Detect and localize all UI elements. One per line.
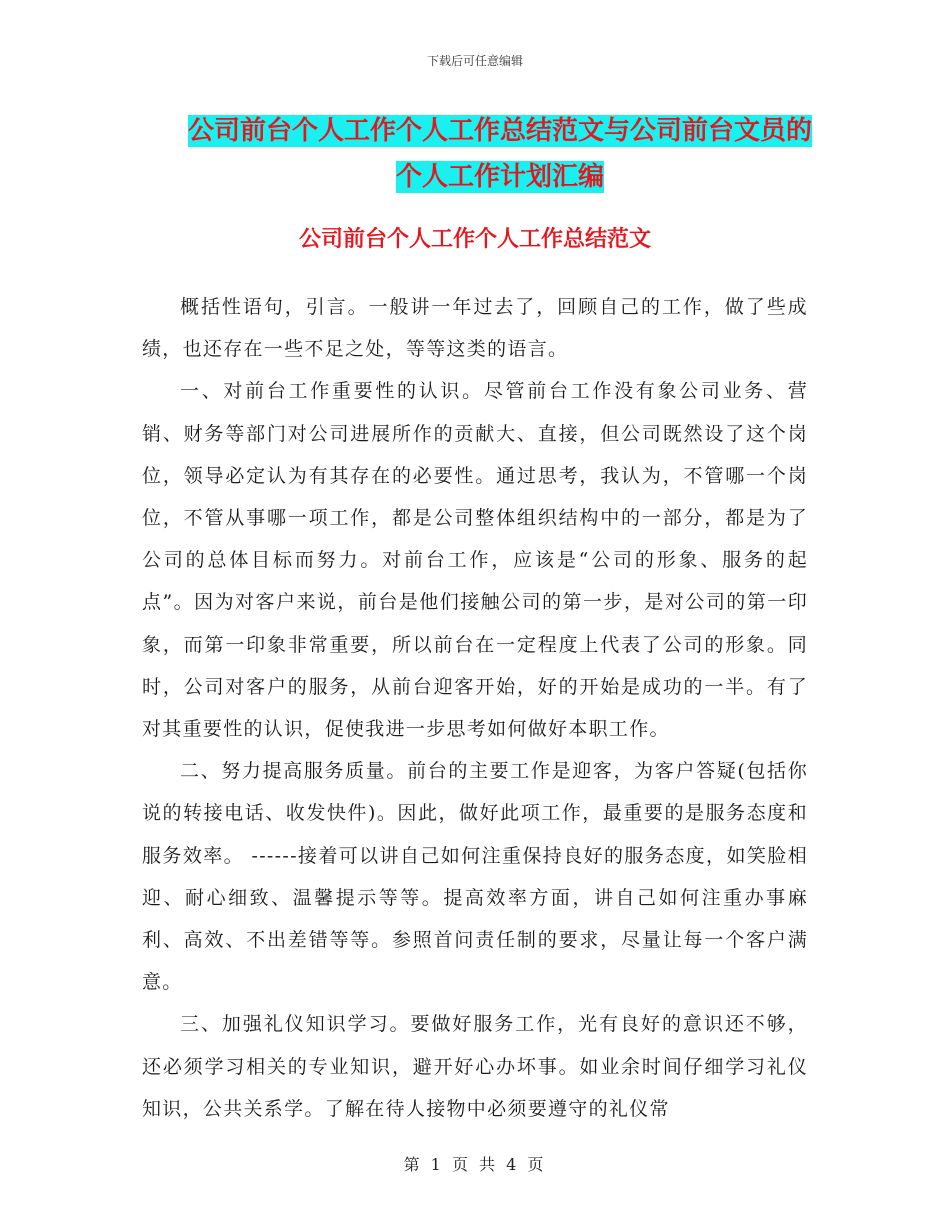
document-title-text: 公司前台个人工作个人工作总结范文与公司前台文员的个人工作计划汇编 [187, 116, 812, 192]
body-paragraph: 二、努力提高服务质量。前台的主要工作是迎客，为客户答疑(包括你说的转接电话、收发快件)。因此，做好此项工作，最重要的是服务态度和服务效率。 ------接着可以讲自己如何注重保持良好的服务态度，如笑脸相迎、耐心细致、温馨提示等等。提高效率方面，讲自己如何注重办事麻利、高效、不出差错等等。参照首问责任制的要求，尽量让每一个客户满意。 [142, 760, 808, 994]
body-paragraph: 三、加强礼仪知识学习。要做好服务工作，光有良好的意识还不够，还必须学习相关的专业知识，避开好心办坏事。如业余时间仔细学习礼仪知识，公共关系学。了解在待人接物中必须要遵守的礼仪常 [142, 1013, 808, 1120]
section-title: 公司前台个人工作个人工作总结范文 [298, 227, 651, 252]
page-number: 第 1 页 共 4 页 [403, 1155, 547, 1174]
body-paragraph: 一、对前台工作重要性的认识。尽管前台工作没有象公司业务、营销、财务等部门对公司进展所作的贡献大、直接，但公司既然设了这个岗位，领导必定认为有其存在的必要性。通过思考，我认为，不管哪一个岗位，不管从事哪一项工作，都是公司整体组织结构中的一部分，都是为了公司的总体目标而努力。对前台工作，应该是“公司的形象、服务的起点”。因为对客户来说，前台是他们接触公司的第一步，是对公司的第一印象，而第一印象非常重要，所以前台在一定程度上代表了公司的形象。同时，公司对客户的服务，从前台迎客开始，好的开始是成功的一半。有了对其重要性的认识，促使我进一步思考如何做好本职工作。 [142, 380, 808, 741]
body-paragraph: 概括性语句，引言。一般讲一年过去了，回顾自己的工作，做了些成绩，也还存在一些不足之处，等等这类的语言。 [142, 296, 808, 361]
document-title [180, 108, 820, 200]
document-body [142, 286, 808, 1130]
header-note: 下载后可任意编辑 [426, 54, 523, 68]
